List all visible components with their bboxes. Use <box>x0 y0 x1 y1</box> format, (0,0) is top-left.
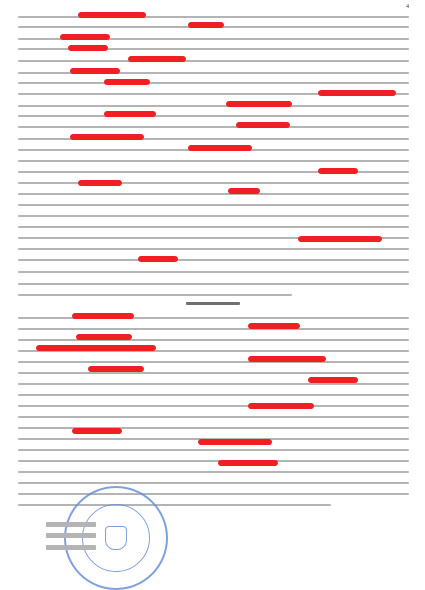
text-line <box>18 328 409 330</box>
text-line <box>18 105 409 107</box>
redaction-mark <box>248 403 314 409</box>
redaction-mark <box>298 236 382 242</box>
redaction-mark <box>104 111 156 117</box>
signature-line <box>46 533 96 538</box>
text-line <box>18 405 409 407</box>
text-line <box>18 215 409 217</box>
text-line <box>18 383 409 385</box>
page-number: 4 <box>406 4 409 10</box>
text-line <box>18 416 409 418</box>
redaction-mark <box>228 188 260 194</box>
text-line <box>18 193 409 195</box>
emblem-icon <box>105 526 127 550</box>
redaction-mark <box>138 256 178 262</box>
redaction-mark <box>188 145 252 151</box>
redaction-mark <box>226 101 292 107</box>
text-line <box>18 361 409 363</box>
text-line <box>18 271 409 273</box>
text-line <box>18 115 409 117</box>
text-line <box>18 294 292 296</box>
redaction-mark <box>60 34 110 40</box>
redaction-mark <box>218 460 278 466</box>
redaction-mark <box>36 345 156 351</box>
text-line <box>18 126 409 128</box>
text-line <box>18 248 409 250</box>
redaction-mark <box>248 323 300 329</box>
redaction-mark <box>248 356 326 362</box>
text-line <box>18 259 409 261</box>
redaction-mark <box>318 90 396 96</box>
redaction-mark <box>72 313 134 319</box>
redaction-mark <box>104 79 150 85</box>
text-line <box>18 482 409 484</box>
redaction-mark <box>68 45 108 51</box>
signature-line <box>46 522 96 527</box>
text-line <box>18 471 409 473</box>
text-line <box>18 394 409 396</box>
text-line <box>18 226 409 228</box>
redaction-mark <box>308 377 358 383</box>
text-line <box>18 504 331 506</box>
official-seal <box>64 486 168 590</box>
text-line <box>18 449 409 451</box>
redaction-mark <box>318 168 358 174</box>
text-line <box>18 283 409 285</box>
section-heading <box>0 302 425 306</box>
text-line <box>18 160 409 162</box>
redaction-mark <box>72 428 122 434</box>
text-line <box>18 82 409 84</box>
redaction-mark <box>236 122 290 128</box>
text-line <box>18 372 409 374</box>
signature-line <box>46 545 96 550</box>
redaction-mark <box>198 439 272 445</box>
text-line <box>18 16 409 18</box>
text-line <box>18 460 409 462</box>
text-line <box>18 493 409 495</box>
redaction-mark <box>128 56 186 62</box>
redaction-mark <box>70 68 120 74</box>
redaction-mark <box>78 180 122 186</box>
text-line <box>18 182 409 184</box>
redaction-mark <box>78 12 146 18</box>
text-line <box>18 60 409 62</box>
text-line <box>18 204 409 206</box>
redaction-mark <box>88 366 144 372</box>
redaction-mark <box>188 22 224 28</box>
redaction-mark <box>76 334 132 340</box>
redaction-mark <box>70 134 144 140</box>
